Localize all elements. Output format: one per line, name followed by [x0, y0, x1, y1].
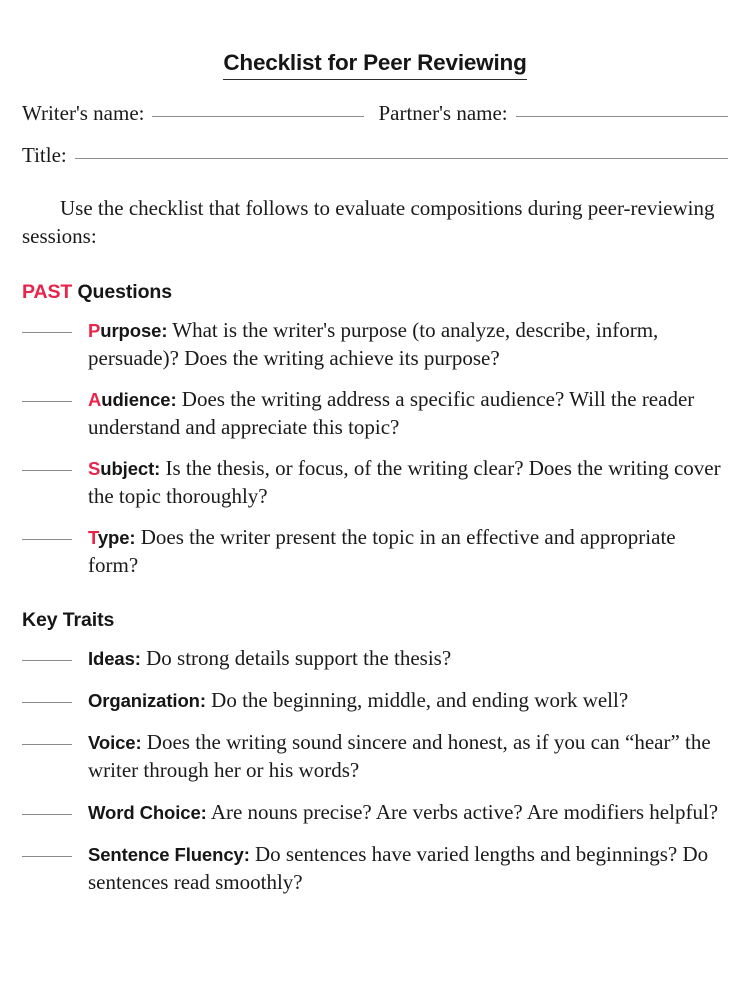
checklist-item-label — [88, 732, 142, 753]
section-heading-key-traits — [22, 609, 728, 632]
checklist-item-label-rest: Voice: — [88, 732, 142, 754]
checklist-past — [22, 316, 728, 579]
checklist-item-label — [88, 527, 135, 548]
checklist-item — [22, 840, 728, 896]
writer-name-label: Writer's name: — [22, 100, 145, 125]
checklist-item — [22, 454, 728, 510]
checklist-item-text: What is the writer's purpose (to analyze, describe, inform, persuade)? Does the writing achieve its purpose? — [88, 317, 659, 370]
checklist-item-text: Do the beginning, middle, and ending work well? — [211, 688, 629, 712]
checklist-item-label-accent: P — [88, 319, 101, 341]
page-title-container — [22, 0, 728, 80]
checklist-item-label — [88, 690, 206, 711]
checklist-item-text: Is the thesis, or focus, of the writing clear? Does the writing cover the topic thoroughly? — [88, 455, 721, 508]
checkbox-blank-line[interactable] — [22, 401, 72, 402]
checklist-item-label-rest: urpose: — [100, 319, 168, 341]
checklist-key-traits — [22, 644, 728, 896]
checklist-item-label — [88, 320, 167, 341]
checkbox-blank-line[interactable] — [22, 660, 72, 661]
composition-title-label: Title: — [22, 142, 67, 167]
checkbox-blank-line[interactable] — [22, 702, 72, 703]
checklist-item — [22, 798, 728, 826]
checklist-item-label-rest: ype: — [97, 526, 136, 548]
checklist-item-label-rest: Ideas: — [88, 647, 141, 669]
writer-name-input[interactable] — [152, 116, 364, 117]
checklist-item-label-rest: ubject: — [100, 457, 161, 479]
composition-title-input[interactable] — [75, 158, 728, 159]
checklist-item — [22, 686, 728, 714]
checklist-item — [22, 728, 728, 784]
checkbox-blank-line[interactable] — [22, 470, 72, 471]
checklist-item-text: Does the writer present the topic in an effective and appropriate form? — [88, 524, 676, 577]
checklist-item — [22, 523, 728, 579]
checkbox-blank-line[interactable] — [22, 856, 72, 857]
checklist-item-label — [88, 458, 160, 479]
instructions-paragraph: Use the checklist that follows to evaluate compositions during peer-reviewing sessions: — [22, 195, 715, 248]
checklist-item-label-accent: T — [88, 526, 98, 548]
checklist-item-label — [88, 389, 177, 410]
checklist-item-text: Do sentences have varied lengths and beginnings? Do sentences read smoothly? — [88, 842, 709, 895]
checklist-item-label-rest: Sentence Fluency: — [88, 844, 250, 866]
page-title: Checklist for Peer Reviewing — [223, 50, 526, 80]
form-fields — [22, 100, 728, 167]
checklist-item-label-accent: S — [88, 457, 101, 479]
checklist-item-label-rest: Organization: — [88, 690, 206, 711]
name-fields-row — [22, 100, 728, 125]
section-key-traits — [22, 609, 728, 896]
checklist-item-label — [88, 648, 141, 669]
section-past-questions — [22, 281, 728, 579]
checklist-item-text: Do strong details support the thesis? — [146, 645, 452, 670]
partner-name-input[interactable] — [516, 116, 728, 117]
checkbox-blank-line[interactable] — [22, 744, 72, 745]
checklist-item-label-accent: A — [88, 388, 102, 410]
section-heading-rest: Questions — [72, 280, 172, 303]
checklist-item-text: Does the writing sound sincere and honest, as if you can “hear” the writer through her or his words? — [88, 730, 711, 783]
checklist-item-text: Are nouns precise? Are verbs active? Are modifiers helpful? — [210, 800, 719, 825]
checklist-item — [22, 385, 728, 441]
checkbox-blank-line[interactable] — [22, 814, 72, 815]
partner-name-label: Partner's name: — [378, 100, 508, 125]
section-heading-accent: PAST — [22, 280, 73, 303]
checklist-item — [22, 644, 728, 672]
section-heading-past — [22, 281, 728, 304]
title-field-row — [22, 142, 728, 167]
checklist-item-label-rest: udience: — [101, 388, 177, 410]
checklist-item — [22, 316, 728, 372]
checkbox-blank-line[interactable] — [22, 539, 72, 540]
checklist-item-label — [88, 844, 250, 865]
checklist-item-label — [88, 802, 207, 823]
checkbox-blank-line[interactable] — [22, 332, 72, 333]
checklist-item-label-rest: Word Choice: — [88, 802, 207, 824]
section-heading-rest: Key Traits — [22, 608, 115, 631]
checklist-item-text: Does the writing address a specific audience? Will the reader understand and appreciate this topic? — [88, 386, 695, 439]
